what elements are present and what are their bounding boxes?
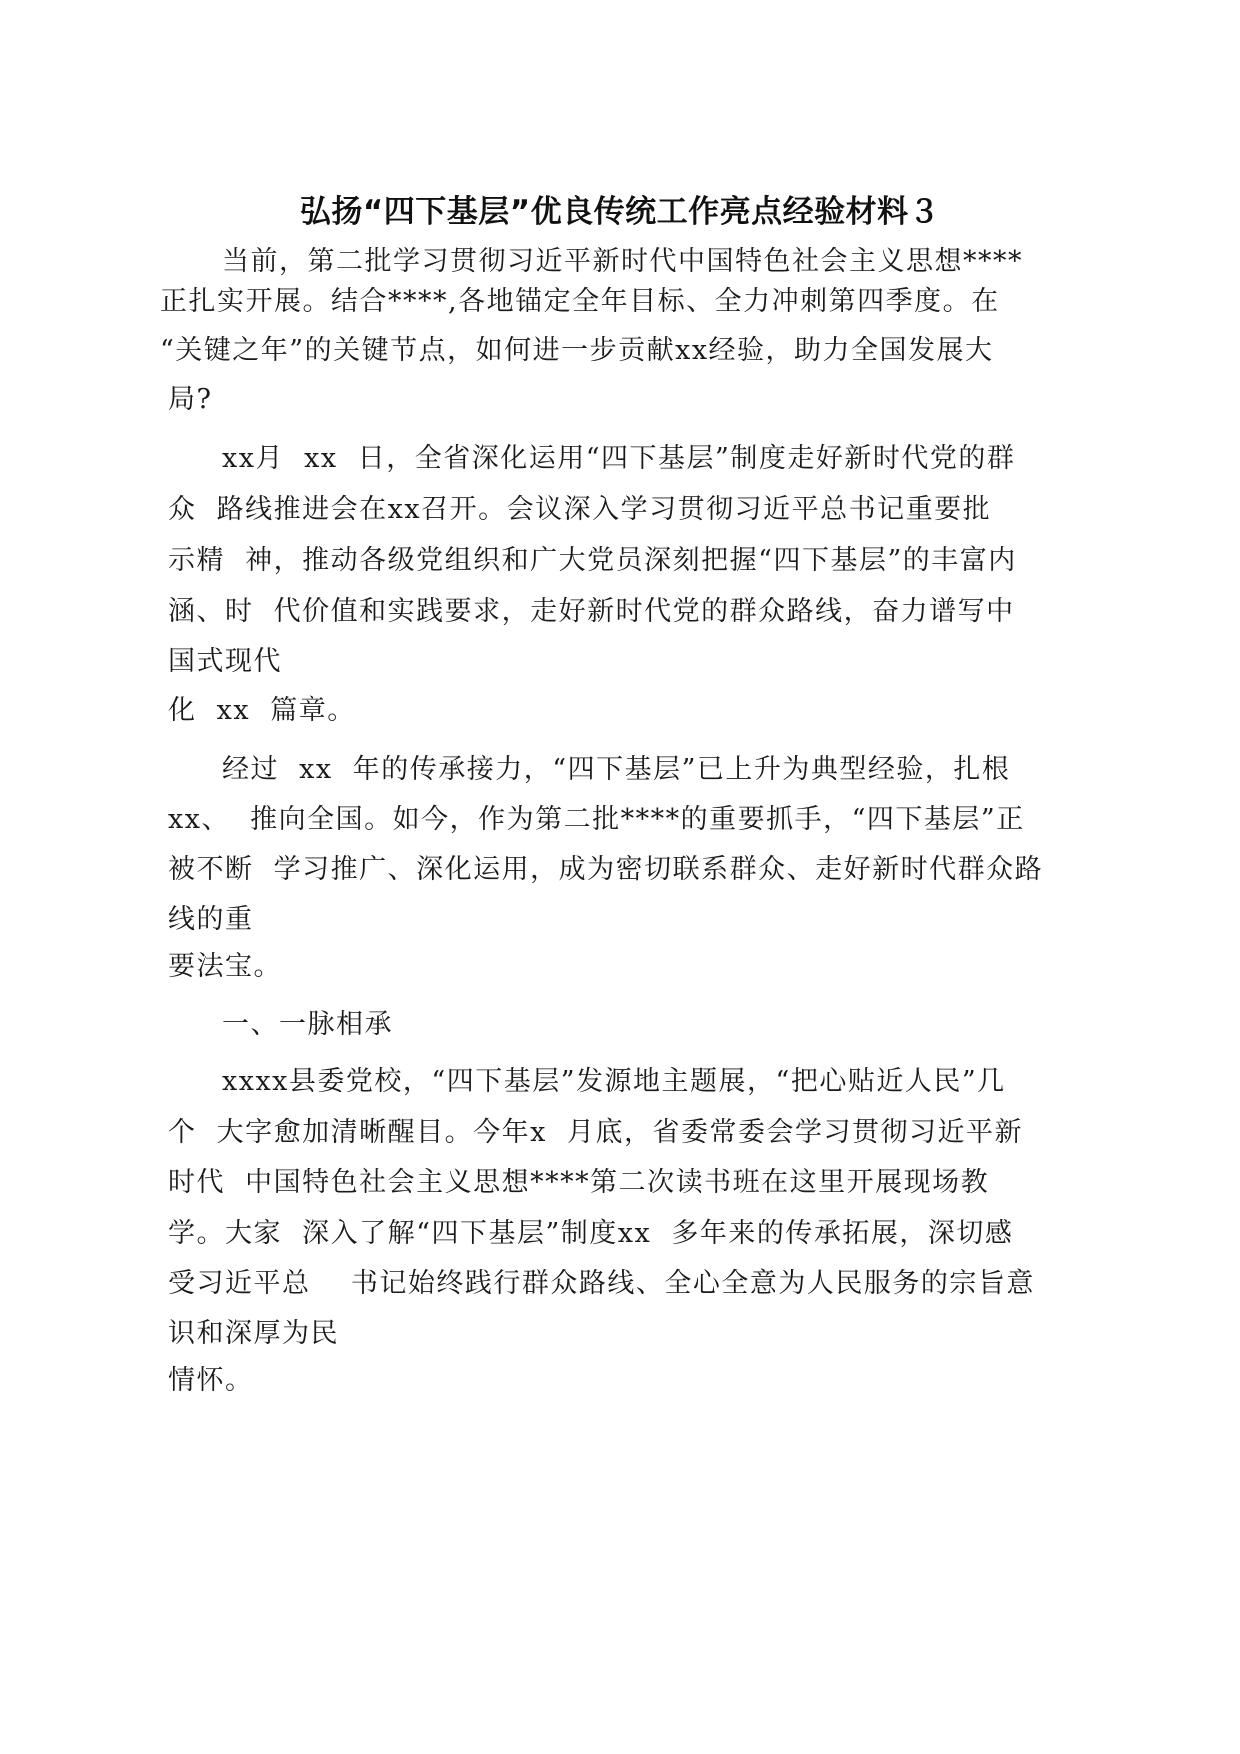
paragraph-5-line-7: 情怀。 <box>168 1365 254 1396</box>
paragraph-5-line-5: 受习近平总 书记始终践行群众路线、全心全意为人民服务的宗旨意 <box>168 1268 1035 1299</box>
paragraph-3-line-5: 要法宝。 <box>168 951 282 982</box>
paragraph-3-line-1: 经过 xx 年的传承接力，“四下基层”已上升为典型经验，扎根 <box>222 754 1011 785</box>
section-heading-1: 一、一脉相承 <box>222 1009 393 1040</box>
paragraph-5-line-6: 识和深厚为民 <box>168 1318 339 1349</box>
paragraph-5-line-3: 时代 中国特色社会主义思想****第二次读书班在这里开展现场教 <box>168 1167 990 1198</box>
paragraph-2-line-2: 众 路线推进会在xx召开。会议深入学习贯彻习近平总书记重要批 <box>168 494 992 525</box>
paragraph-1-line-2: 正扎实开展。结合****,各地锚定全年目标、全力冲刺第四季度。在 <box>160 286 1000 317</box>
paragraph-5-line-4: 学。大家 深入了解“四下基层”制度xx 多年来的传承拓展，深切感 <box>168 1218 1014 1249</box>
document-title: 弘扬“四下基层”优良传统工作亮点经验材料３ <box>299 194 941 230</box>
paragraph-3-line-2: xx、 推向全国。如今，作为第二批****的重要抓手，“四下基层”正 <box>168 804 1025 835</box>
paragraph-3-line-3: 被不断 学习推广、深化运用，成为密切联系群众、走好新时代群众路 <box>168 854 1044 885</box>
paragraph-2-line-3: 示精 神，推动各级党组织和广大党员深刻把握“四下基层”的丰富内 <box>168 545 1017 576</box>
paragraph-2-line-6: 化 xx 篇章。 <box>168 695 356 726</box>
paragraph-5-line-1: xxxx县委党校，“四下基层”发源地主题展，“把心贴近人民”几 <box>222 1066 1006 1097</box>
paragraph-2-line-1: xx月 xx 日，全省深化运用“四下基层”制度走好新时代党的群 <box>222 443 1016 474</box>
paragraph-2-line-5: 国式现代 <box>168 646 282 677</box>
paragraph-2-line-4: 涵、时 代价值和实践要求，走好新时代党的群众路线，奋力谱写中 <box>168 596 1015 627</box>
paragraph-1-line-4: 局? <box>168 384 213 415</box>
paragraph-1-line-3: “关键之年”的关键节点，如何进一步贡献xx经验，助力全国发展大 <box>160 335 994 366</box>
paragraph-5-line-2: 个 大字愈加清晰醒目。今年x 月底，省委常委会学习贯彻习近平新 <box>168 1117 1024 1148</box>
paragraph-3-line-4: 线的重 <box>168 904 254 935</box>
paragraph-1-line-1: 当前，第二批学习贯彻习近平新时代中国特色社会主义思想**** <box>222 246 1023 277</box>
